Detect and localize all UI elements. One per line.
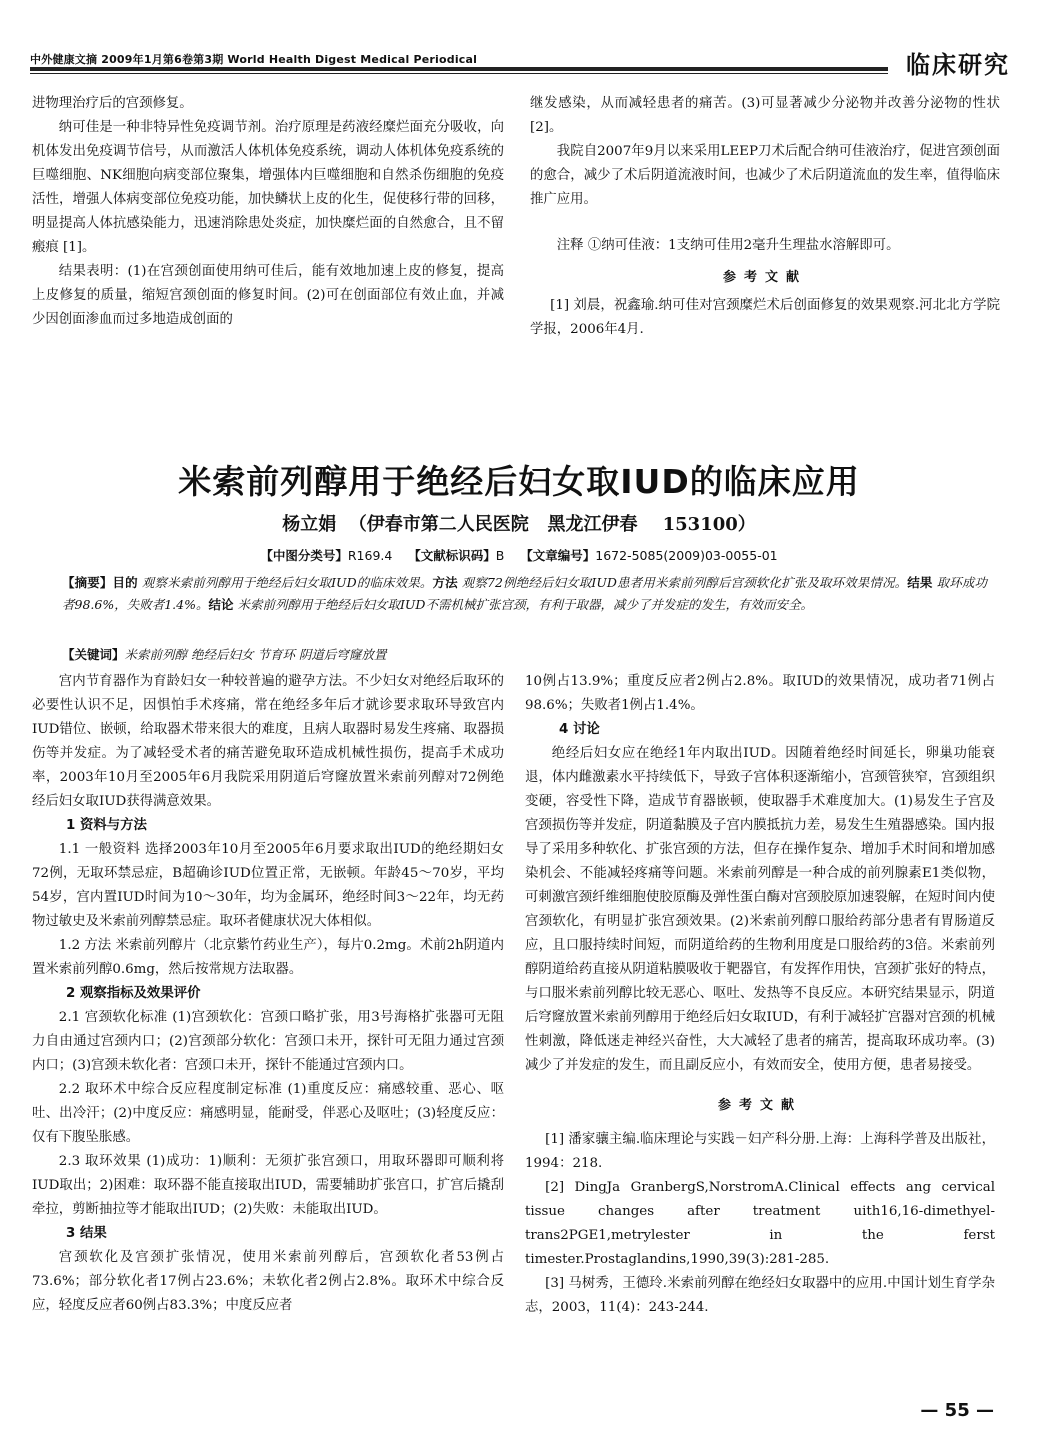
paragraph: 我院自2007年9月以来采用LEEP刀术后配合纳可佳液治疗，促进宫颈创面的愈合，减少了术后阴道流液时间，也减少了术后阴道流血的发生率，值得临床推广应用。	[530, 144, 1000, 207]
paragraph: 进物理治疗后的宫颈修复。	[32, 96, 193, 111]
paragraph: 结果表明：(1)在宫颈创面使用纳可佳后，能有效地加速上皮的修复，提高上皮修复的质量，缩短宫颈创面的修复时间。(2)可在创面部位有效止血，并减少因创面渗血而过多地造成创面的	[32, 264, 504, 327]
section-heading: 3 结果	[66, 1226, 107, 1241]
abstract-label: 【摘要】	[62, 575, 113, 590]
num-value: 1672-5085(2009)03-0055-01	[595, 548, 778, 563]
header-rule-thin	[30, 73, 888, 74]
footnote: 注释 ①纳可佳液：1支纳可佳用2毫升生理盐水溶解即可。	[556, 238, 900, 253]
paragraph: 10例占13.9%；重度反应者2例占2.8%。取IUD的效果情况，成功者71例占98.6%；失败者1例占1.4%。	[525, 674, 995, 713]
paragraph: 继发感染，从而减轻患者的痛苦。(3)可显著减少分泌物并改善分泌物的性状[2]。	[530, 96, 1000, 135]
paragraph: 宫内节育器作为育龄妇女一种较普遍的避孕方法。不少妇女对绝经后取环的必要性认识不足，因惧怕手术疼痛，常在绝经多年后才就诊要求取环导致宫内IUD错位、嵌顿，给取器术带来很大的难度，且病人取器时易发生疼痛、取器损伤等并发症。为了减轻受术者的痛苦避免取环造成机械性损伤，提高手术成功率，2003年10月至2005年6月我院采用阴道后穹窿放置米索前列醇对72例绝经后妇女取IUD获得满意效果。	[32, 674, 504, 809]
reference-item: [3] 马树秀，王德玲.米索前列醇在绝经妇女取器中的应用.中国计划生育学杂志，2003，11(4)：243-244.	[525, 1276, 995, 1315]
reference-item: [2] DingJa GranbergS,NorstromA.Clinical effects ang cervical tissue changes after treatment uith16,16-dimethyel-trans2PGE1,metrylester in the ferst timester.Prostaglandins,1990,39(3):281-285.	[525, 1180, 995, 1267]
keywords-text: 米索前列醇 绝经后妇女 节育环 阴道后穹窿放置	[124, 647, 387, 662]
abstract-section-label: 目的	[112, 575, 138, 590]
num-label: 【文章编号】	[520, 548, 596, 563]
reference-item: [1] 刘晨，祝鑫瑜.纳可佳对宫颈糜烂术后创面修复的效果观察.河北北方学院学报，2006年4月.	[530, 298, 1000, 337]
class-value: R169.4	[347, 548, 393, 563]
doc-label: 【文献标识码】	[408, 548, 496, 563]
class-label: 【中图分类号】	[260, 548, 348, 563]
section-heading: 4 讨论	[559, 722, 600, 737]
running-header	[30, 40, 1010, 80]
paragraph: 纳可佳是一种非特异性免疫调节剂。治疗原理是药液经糜烂面充分吸收，向机体发出免疫调节信号，从而激活人体机体免疫系统，调动人体机体免疫系统的巨噬细胞、NK细胞向病变部位聚集，增强体内巨噬细胞和自然杀伤细胞的免疫活性，增强人体病变部位免疫功能，加快鳞状上皮的化生，促使移行带的回移，明显提高人体抗感染能力，迅速消除患处炎症，加快糜烂面的自然愈合，且不留瘢痕 [1]。	[32, 120, 504, 255]
header-rule	[30, 67, 888, 71]
section-label: 临床研究	[906, 51, 1010, 79]
abstract-text: 取环成功者98.6%，失败者1.4%。	[62, 575, 987, 612]
abstract-section-label: 结论	[208, 597, 234, 612]
abstract-text: 米索前列醇用于绝经后妇女取IUD不需机械扩张宫颈，有利于取器，减少了并发症的发生，有效而安全。	[233, 597, 813, 612]
paragraph: 绝经后妇女应在绝经1年内取出IUD。因随着绝经时间延长，卵巢功能衰退，体内雌激素水平持续低下，导致子宫体积逐渐缩小，宫颈管狭窄，宫颈组织变硬，容受性下降，造成节育器嵌顿，使取器手术难度加大。(1)易发生子宫及宫颈损伤等并发症，阴道黏膜及子宫内膜抵抗力差，易发生生殖器感染。国内报导了采用多种软化、扩张宫颈的方法，但存在操作复杂、增加手术时间和增加感染机会、不能减轻疼痛等问题。米索前列醇是一种合成的前列腺素E1类似物，可刺激宫颈纤维细胞使胶原酶及弹性蛋白酶对宫颈胶原加速裂解，在短时间内使宫颈软化，有明显扩张宫颈效果。(2)米索前列醇口服给药部分患者有胃肠道反应，且口服持续时间短，而阴道给药的生物利用度是口服给药的3倍。米索前列醇阴道给药直接从阴道粘膜吸收于靶器官，有发挥作用快，宫颈扩张好的特点，与口服米索前列醇比较无恶心、呕吐、发热等不良反应。本研究结果显示，阴道后穹窿放置米索前列醇用于绝经后妇女取IUD，有利于减轻扩宫器对宫颈的机械性刺激，降低迷走神经兴奋性，大大减轻了患者的痛苦，提高取环成功率。(3)减少了并发症的发生，而且副反应小，有效而安全，使用方便，患者易接受。	[525, 746, 995, 1073]
abstract	[62, 572, 987, 616]
references-title: 参考文献	[717, 1098, 802, 1113]
top-left-column	[32, 92, 504, 332]
abstract-section-label: 方法	[432, 575, 458, 590]
section-heading: 2 观察指标及效果评价	[66, 986, 201, 1001]
paragraph: 1.1 一般资料 选择2003年10月至2005年6月要求取出IUD的绝经期妇女72例，无取环禁忌症，B超确诊IUD位置正常，无嵌顿。年龄45～70岁，平均54岁，宫内置IUD时间为10～30年，均为金属环，绝经时间3～22年，均无药物过敏史及米索前列醇禁忌症。取环者健康状况大体相似。	[32, 842, 504, 929]
paragraph: 2.1 宫颈软化标准 (1)宫颈软化：宫颈口略扩张，用3号海格扩张器可无阻力自由通过宫颈内口；(2)宫颈部分软化：宫颈口未开，探针可无阻力通过宫颈内口；(3)宫颈未软化者：宫颈口未开，探针不能通过宫颈内口。	[32, 1010, 504, 1073]
paragraph: 1.2 方法 米索前列醇片（北京紫竹药业生产），每片0.2mg。术前2h阴道内置米索前列醇0.6mg，然后按常规方法取器。	[32, 938, 504, 977]
page-number: — 55 —	[920, 1400, 994, 1421]
reference-item: [1] 潘家骧主编.临床理论与实践－妇产科分册.上海：上海科学普及出版社，1994：218.	[525, 1132, 995, 1171]
author-line: 杨立娟 （伊春市第二人民医院 黑龙江伊春 153100）	[282, 514, 756, 535]
keywords	[62, 644, 532, 666]
top-right-column	[530, 92, 1000, 342]
journal-header: 中外健康文摘 2009年1月第6卷第3期 World Health Digest Medical Periodical	[30, 53, 478, 66]
abstract-text: 观察米索前列醇用于绝经后妇女取IUD的临床效果。	[137, 575, 433, 590]
article-right-column	[525, 670, 995, 1320]
article-title: 米索前列醇用于绝经后妇女取IUD的临床应用	[178, 462, 860, 501]
references-title: 参考文献	[722, 270, 807, 285]
paragraph: 宫颈软化及宫颈扩张情况，使用米索前列醇后，宫颈软化者53例占73.6%；部分软化者17例占23.6%；未软化者2例占2.8%。取环术中综合反应，轻度反应者60例占83.3%；中度反应者	[32, 1250, 504, 1313]
classification-line	[0, 546, 1038, 564]
paragraph: 2.2 取环术中综合反应程度制定标准 (1)重度反应：痛感较重、恶心、呕吐、出冷汗；(2)中度反应：痛感明显，能耐受，伴恶心及呕吐；(3)轻度反应：仅有下腹坠胀感。	[32, 1082, 504, 1145]
doc-value: B	[495, 548, 505, 563]
keywords-label: 【关键词】	[62, 647, 125, 662]
abstract-text: 观察72例绝经后妇女取IUD患者用米索前列醇后宫颈软化扩张及取环效果情况。	[457, 575, 908, 590]
paragraph: 2.3 取环效果 (1)成功：1)顺利：无须扩张宫颈口，用取环器即可顺利将IUD取出；2)困难：取环器不能直接取出IUD，需要辅助扩张宫口，扩宫后撬刮牵拉，剪断抽拉等才能取出IUD；(2)失败：未能取出IUD。	[32, 1154, 504, 1217]
section-heading: 1 资料与方法	[66, 818, 147, 833]
article-left-column	[32, 670, 504, 1318]
abstract-section-label: 结果	[907, 575, 933, 590]
